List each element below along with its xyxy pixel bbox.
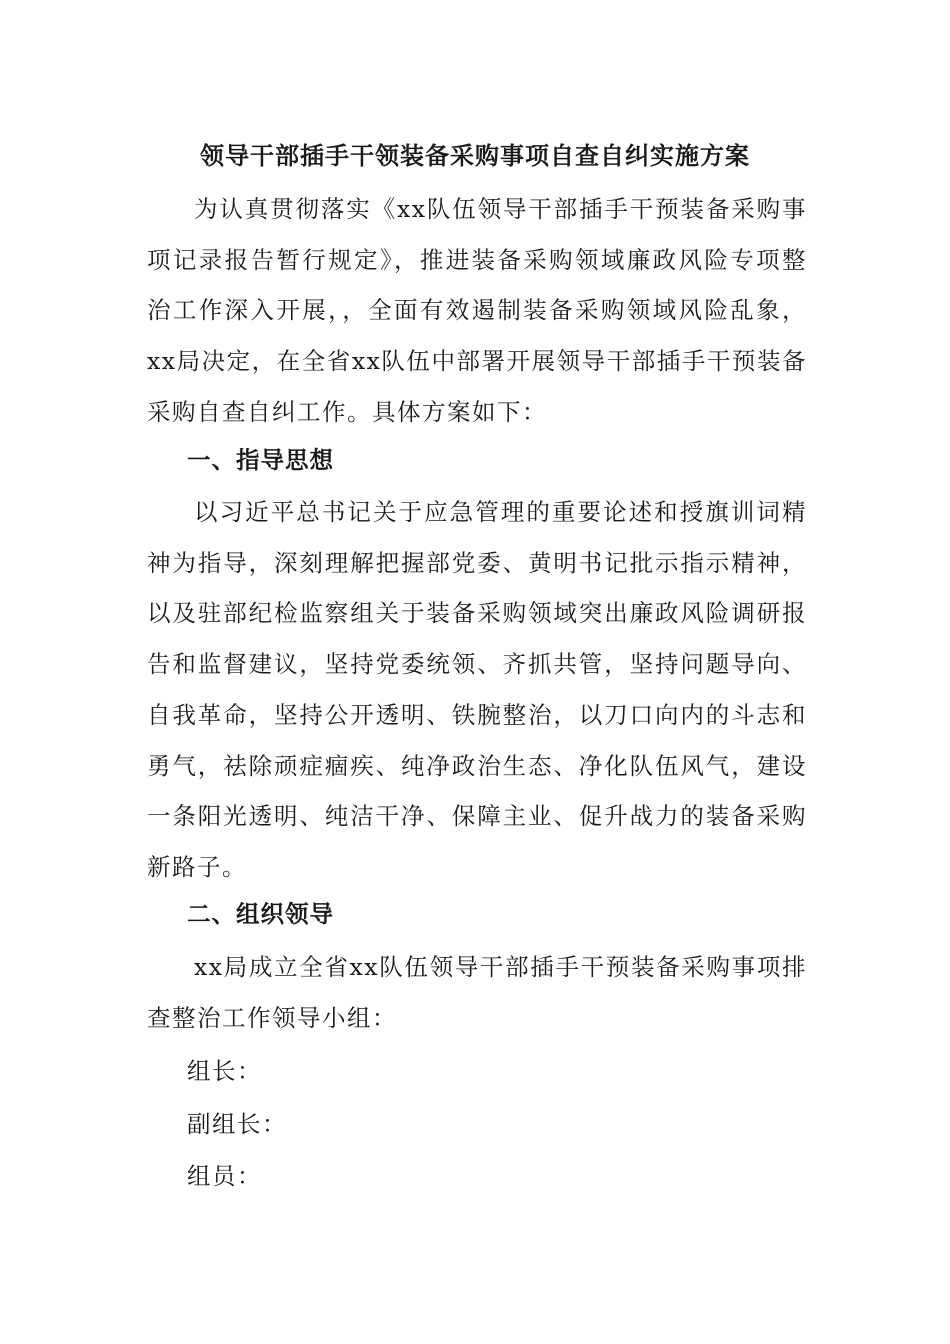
intro-paragraph: 为认真贯彻落实《xx队伍领导干部插手干预装备采购事项记录报告暂行规定》，推进装备采购领域廉政风险专项整治工作深入开展，，全面有效遏制装备采购领域风险乱象，xx局决定，在全省xx队伍中部署开展领导干部插手干预装备采购自查自纠工作。具体方案如下： [147,195,807,426]
document-title: 领导干部插手干领装备采购事项自查自纠实施方案 [200,142,750,170]
section-heading-guiding-ideology: 一、指导思想 [187,446,334,474]
role-leader: 组长： [187,1057,262,1085]
role-members: 组员： [187,1162,262,1190]
section-body-guiding-ideology: 以习近平总书记关于应急管理的重要论述和授旗训词精神为指导，深刻理解把握部党委、黄明书记批示指示精神，以及驻部纪检监察组关于装备采购领域突出廉政风险调研报告和监督建议，坚持党委统领、齐抓共管，坚持问题导向、自我革命，坚持公开透明、铁腕整治，以刀口向内的斗志和勇气，祛除顽症痼疾、纯净政治生态、净化队伍风气，建设一条阳光透明、纯洁干净、保障主业、促升战力的装备采购新路子。 [147,498,807,881]
section-body-organization: xx局成立全省xx队伍领导干部插手干预装备采购事项排查整治工作领导小组： [147,953,807,1032]
section-heading-organization: 二、组织领导 [187,900,334,928]
role-deputy-leader: 副组长： [187,1110,287,1138]
